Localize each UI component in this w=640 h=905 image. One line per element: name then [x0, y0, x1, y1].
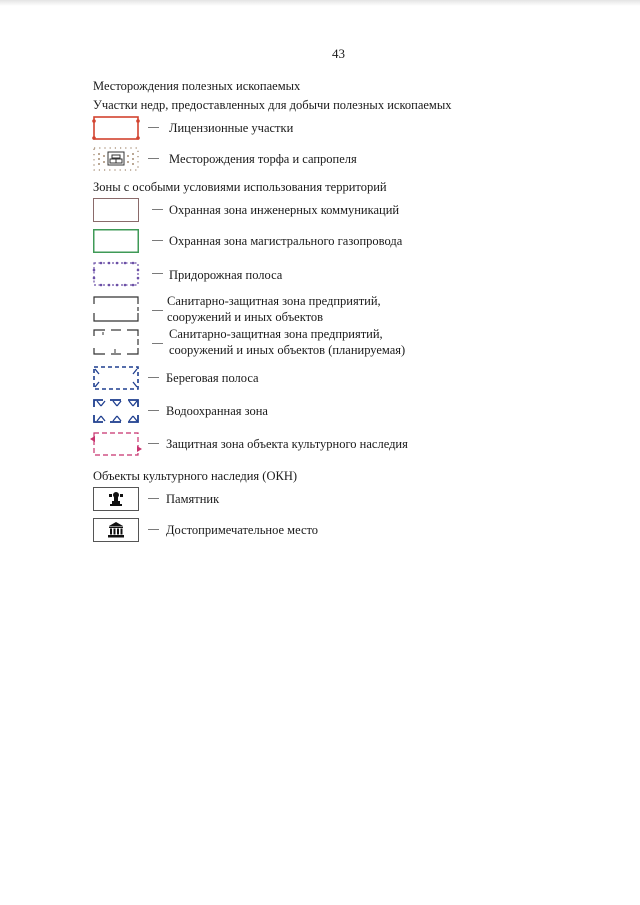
legend-label-roadside: Придорожная полоса: [169, 268, 283, 282]
licensed-area-symbol: [93, 116, 139, 140]
sanitary-zone-symbol: [93, 296, 139, 322]
coastal-strip-symbol: [93, 366, 139, 390]
legend-label-sanitary-line1: Санитарно-защитная зона предприятий,: [167, 294, 381, 308]
legend-dash: [148, 498, 159, 499]
legend-dash: [148, 443, 159, 444]
legend-label-gas: Охранная зона магистрального газопровода: [169, 234, 403, 248]
peat-deposit-symbol: [93, 147, 139, 171]
water-protection-zone-symbol: [93, 399, 139, 423]
page-number: 43: [332, 46, 345, 61]
legend-label-sanitary-planned-line1: Санитарно-защитная зона предприятий,: [169, 327, 383, 341]
legend-label-licensed: Лицензионные участки: [169, 121, 294, 135]
legend-label-monument: Памятник: [166, 492, 220, 506]
monument-icon: [109, 492, 123, 506]
legend-label-sanitary-line2: сооружений и иных объектов: [167, 310, 324, 324]
legend-dash: [152, 273, 163, 274]
legend-label-sanitary-planned-line2: сооружений и иных объектов (планируемая): [169, 343, 406, 357]
section-heritage-title: Объекты культурного наследия (ОКН): [93, 469, 298, 483]
monument-symbol: [93, 487, 139, 511]
legend-label-water-protection: Водоохранная зона: [166, 404, 268, 418]
legend-dash: [148, 410, 159, 411]
sanitary-zone-planned-symbol: [93, 329, 139, 355]
legend-dash: [148, 529, 159, 530]
page-top-shade: [0, 0, 640, 6]
landmark-symbol: [93, 518, 139, 542]
roadside-strip-symbol: [93, 262, 139, 286]
heritage-protection-zone-symbol: [93, 432, 139, 456]
legend-dash: [152, 310, 163, 311]
legend-label-landmark: Достопримечательное место: [166, 523, 319, 537]
engineering-zone-symbol: [93, 198, 139, 222]
landmark-building-icon: [108, 522, 124, 538]
section-deposits-title: Месторождения полезных ископаемых: [93, 79, 301, 93]
legend-dash: [152, 209, 163, 210]
legend-label-peat: Месторождения торфа и сапропеля: [169, 152, 357, 166]
legend-label-heritage-protection: Защитная зона объекта культурного наследия: [166, 437, 408, 451]
legend-dash: [152, 240, 163, 241]
legend-label-engineering: Охранная зона инженерных коммуникаций: [169, 203, 400, 217]
legend-dash: [148, 158, 159, 159]
legend-dash: [148, 127, 159, 128]
legend-label-coastal: Береговая полоса: [166, 371, 259, 385]
gas-pipeline-zone-symbol: [93, 229, 139, 253]
section-subsoil-title: Участки недр, предоставленных для добычи полезных ископаемых: [93, 98, 452, 112]
section-zones-title: Зоны с особыми условиями использования территорий: [93, 180, 387, 194]
legend-dash: [152, 343, 163, 344]
legend-dash: [148, 377, 159, 378]
